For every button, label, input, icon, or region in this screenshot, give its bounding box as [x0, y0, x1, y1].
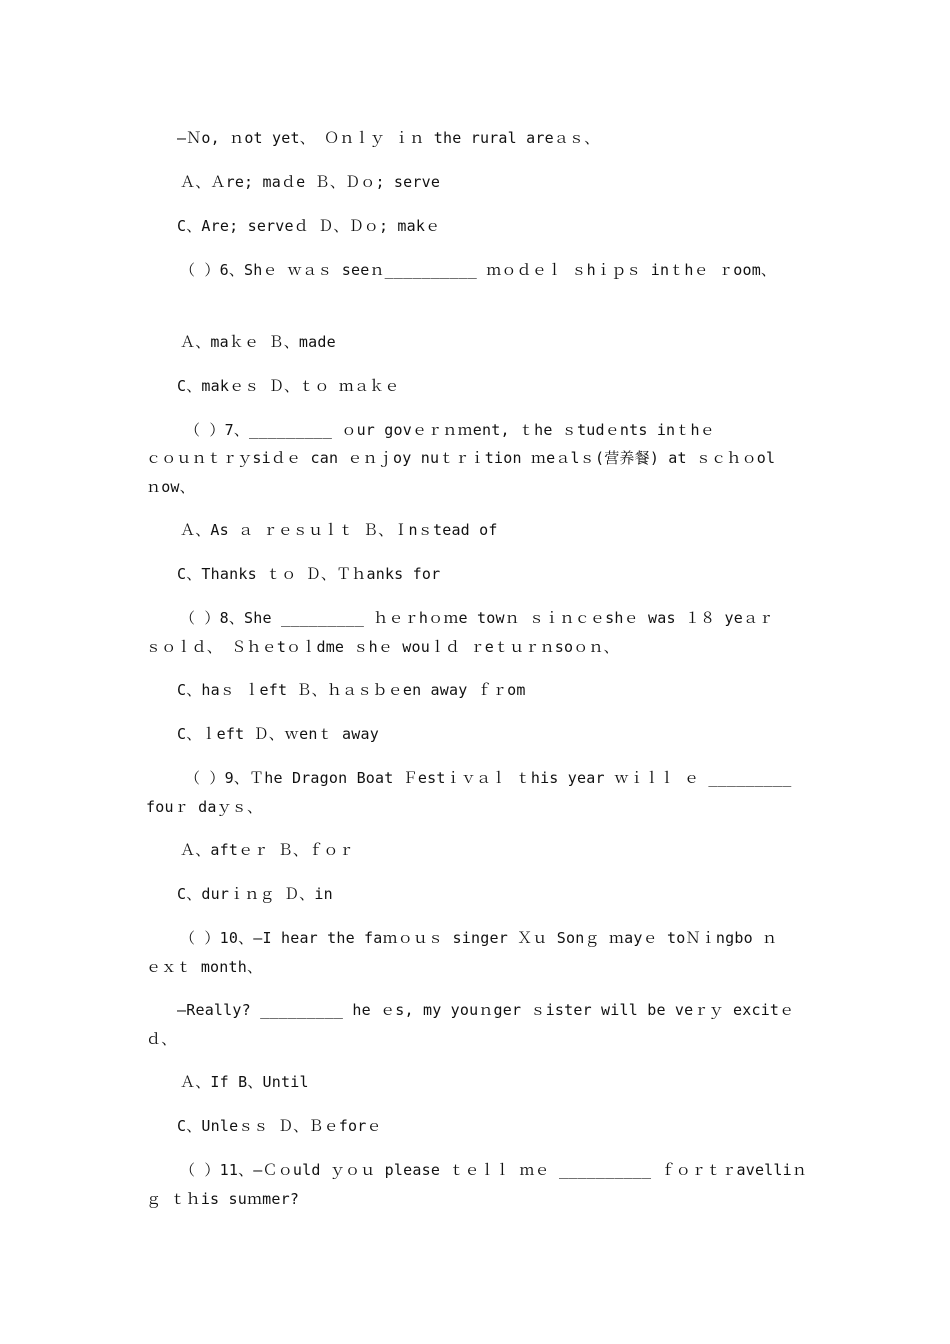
- option-line: C、makｅｓ Ｄ、ｔｏ ｍａｋｅ: [177, 377, 400, 395]
- option-line: C、Are; serveｄ Ｄ、Ｄｏ; makｅ: [177, 217, 441, 235]
- question-line: （ ）11、—Ｃｏuld ｙｏｕ please ｔｅｌｌ ｍｅ __________ ｆｏｒｔｒavelliｎ: [180, 1161, 808, 1179]
- question-line-continued: fouｒ daｙｓ、: [146, 798, 263, 816]
- text-line: —Ｎo, ｎot yet、 Ｏｎｌｙ ｉｎ the rural areａｓ、: [177, 129, 600, 147]
- question-line: （ ）8、She _________ ｈｅｒhｏｍe towｎ ｓｉｎｃｅshｅ was １８ yeａｒ: [180, 609, 774, 627]
- option-line: C、Thanks ｔｏ Ｄ、Ｔｈanks for: [177, 565, 441, 583]
- question-line-continued: ｎow、: [146, 478, 195, 496]
- option-line: C、durｉｎｇ Ｄ、in: [177, 885, 333, 903]
- option-line: C、ｌeft Ｄ、ｗenｔ away: [177, 725, 379, 743]
- option-line: Ａ、Ａre; maｄe Ｂ、Ｄｏ; serve: [180, 173, 441, 191]
- question-line: （ ）9、Ｔhe Dragon Boat Ｆestｉｖａｌ ｔhis year ｗｉｌｌ ｅ _________: [185, 769, 792, 787]
- option-line: C、haｓ ｌeft Ｂ、ｈａｓｂｅen away ｆｒom: [177, 681, 526, 699]
- question-line-continued: ｓｏｌｄ、 Ｓｈｅtｏｌdme ｓhｅ wouｌｄ ｒeｔｕｒｎsoｏｎ、: [146, 638, 619, 656]
- question-line-continued: ｇ ｔｈis suｍmer?: [146, 1190, 300, 1208]
- question-line-continued: ｃｏｕｎｔｒｙsiｄｅ can ｅｎｊoy nuｔｒｉtion ｍeａlｓ(营养餐) at ｓｃｈｏol: [146, 449, 776, 467]
- text-line: —Really? _________ he ｅs, my youｎger ｓister will be veｒｙ excitｅ: [177, 1001, 795, 1019]
- text-line-continued: ｄ、: [146, 1030, 177, 1048]
- option-line: C、Unleｓｓ Ｄ、Ｂｅforｅ: [177, 1117, 382, 1135]
- question-line-continued: ｅｘｔ month、: [146, 958, 263, 976]
- question-line: （ ）7、_________ ｏur govｅｒｎｍent, ｔhe ｓtudｅnts inｔhｅ: [185, 421, 715, 439]
- question-line: （ ）6、Shｅ ｗａｓ seeｎ__________ ｍｏｄｅｌ ｓhｉｐｓ inｔhｅ ｒoom、: [180, 261, 777, 279]
- option-line: Ａ、maｋｅ Ｂ、made: [180, 333, 336, 351]
- option-line: Ａ、If B、Until: [180, 1073, 309, 1091]
- option-line: Ａ、aftｅｒ Ｂ、ｆｏｒ: [180, 841, 354, 859]
- question-line: （ ）10、—I hear the faｍｏｕｓ singer Ｘｕ Sonｇ ｍayｅ toＮｉngbo ｎ: [180, 929, 778, 947]
- option-line: Ａ、As ａ ｒｅｓｕｌｔ Ｂ、Ｉnｓtead of: [180, 521, 498, 539]
